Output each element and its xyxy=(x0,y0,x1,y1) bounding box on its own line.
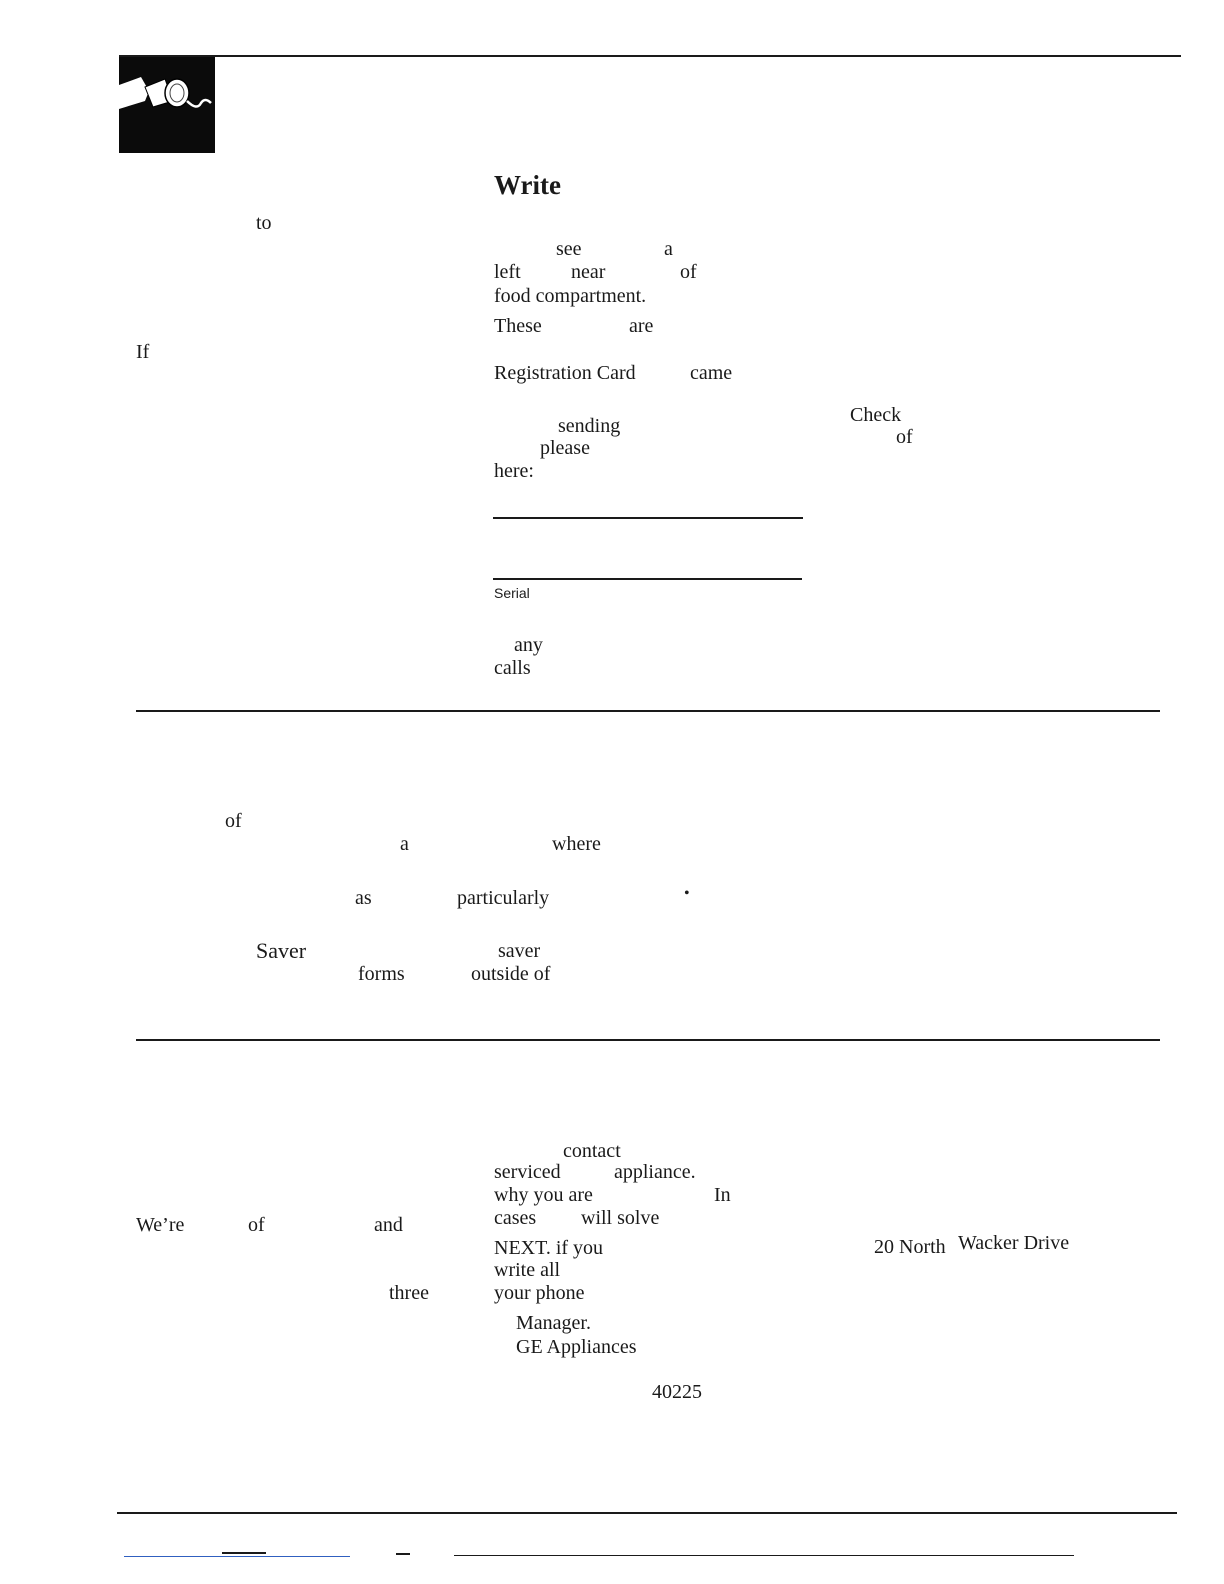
text-bot-wacker-drive: Wacker Drive xyxy=(958,1232,1070,1254)
text-mid-where: where xyxy=(552,833,601,855)
text-please: please xyxy=(540,437,590,459)
text-bot-why: why you are xyxy=(494,1184,593,1206)
text-bot-appliance: appliance. xyxy=(614,1161,696,1183)
text-food-compartment: food compartment. xyxy=(494,285,647,307)
text-mid-of: of xyxy=(225,810,242,832)
text-left: left xyxy=(494,261,521,283)
text-here: here: xyxy=(494,460,534,482)
footer-line-1 xyxy=(124,1556,350,1557)
text-bot-and: and xyxy=(374,1214,403,1236)
text-mid-saver: Saver xyxy=(256,938,307,963)
text-of: of xyxy=(680,261,697,283)
text-mid-outside-of: outside of xyxy=(471,963,551,985)
section-divider-1 xyxy=(136,710,1160,712)
text-see: see xyxy=(556,238,582,260)
text-bot-in: In xyxy=(714,1184,731,1206)
text-mid-forms: forms xyxy=(358,963,405,985)
footer-line-2 xyxy=(222,1552,266,1554)
text-bot-20-north: 20 North xyxy=(874,1236,946,1258)
text-bot-cases: cases xyxy=(494,1207,537,1229)
text-bot-manager: Manager. xyxy=(516,1312,591,1334)
text-mid-particularly: particularly xyxy=(457,887,550,909)
text-bot-next: NEXT. if you xyxy=(494,1237,604,1259)
text-check: Check xyxy=(850,404,902,426)
text-mid-as: as xyxy=(355,887,372,909)
section-heading: Write xyxy=(494,170,561,200)
text-bot-serviced: serviced xyxy=(494,1161,561,1183)
text-mid-saver-2: saver xyxy=(498,940,541,962)
text-sending: sending xyxy=(558,415,621,437)
footer-line-4 xyxy=(454,1555,1074,1556)
text-bot-zip: 40225 xyxy=(652,1381,702,1403)
text-bot-your-phone: your phone xyxy=(494,1282,585,1304)
section-divider-2 xyxy=(136,1039,1160,1041)
text-are: are xyxy=(629,315,654,337)
word-to: to xyxy=(256,212,272,234)
text-bot-write-all: write all xyxy=(494,1259,561,1281)
text-bot-of: of xyxy=(248,1214,265,1236)
text-these: These xyxy=(494,315,542,337)
text-bot-ge-appliances: GE Appliances xyxy=(516,1336,637,1358)
text-registration-card: Registration Card xyxy=(494,362,636,384)
text-came: came xyxy=(690,362,733,384)
text-any: any xyxy=(514,634,543,656)
text-bot-will-solve: will solve xyxy=(581,1207,660,1229)
flashlight-icon xyxy=(119,57,215,153)
word-if: If xyxy=(136,341,150,363)
top-rule xyxy=(119,55,1181,57)
text-a: a xyxy=(664,238,673,260)
text-bot-contact: contact xyxy=(563,1140,621,1162)
footer-line-3 xyxy=(396,1553,410,1555)
model-number-line xyxy=(493,517,803,519)
text-near: near xyxy=(571,261,606,283)
text-calls: calls xyxy=(494,657,531,679)
bullet: • xyxy=(684,885,690,902)
text-mid-a: a xyxy=(400,833,409,855)
serial-number-line xyxy=(493,578,802,580)
bottom-rule xyxy=(117,1512,1177,1514)
text-bot-three: three xyxy=(389,1282,429,1304)
text-of-2: of xyxy=(896,426,913,448)
text-bot-were: We’re xyxy=(136,1214,185,1236)
serial-label: Serial xyxy=(494,585,530,601)
